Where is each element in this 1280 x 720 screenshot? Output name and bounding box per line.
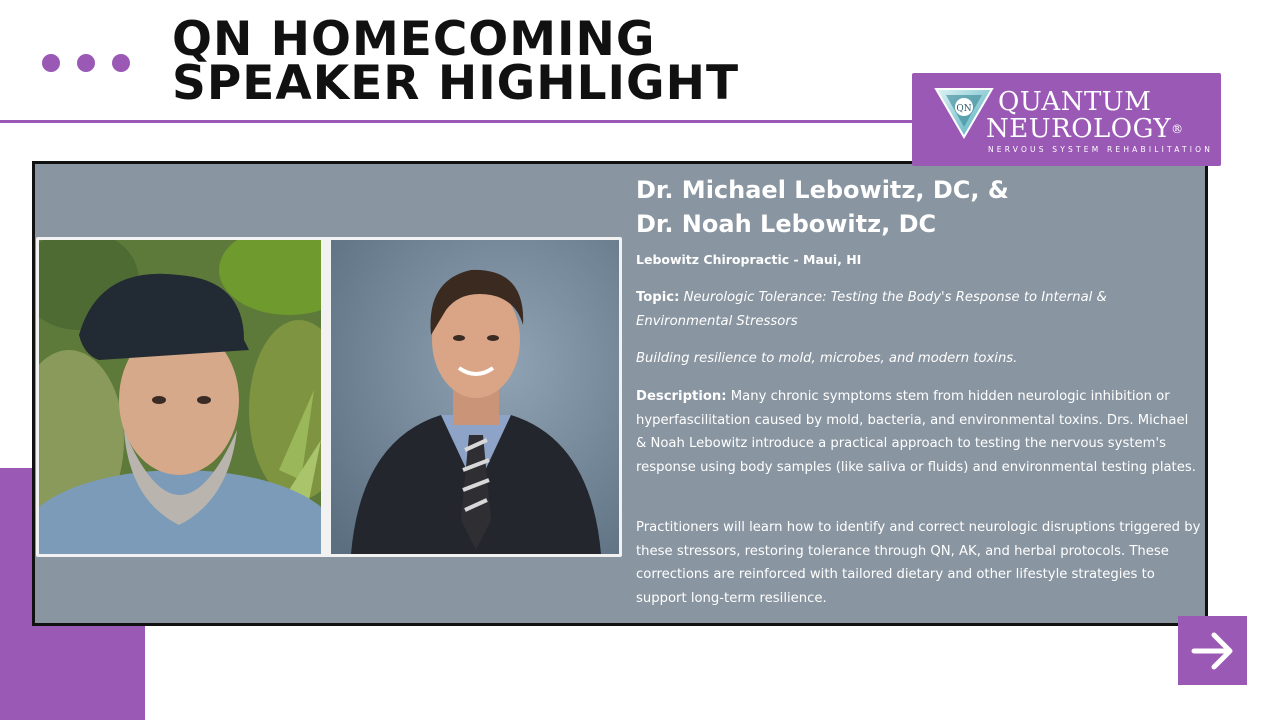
- talk-topic: [636, 286, 1201, 333]
- page-title: QN HOMECOMING SPEAKER HIGHLIGHT: [172, 12, 740, 111]
- description-label: Description:: [636, 389, 727, 404]
- quantum-neurology-logo: [912, 73, 1221, 166]
- description-text: Many chronic symptoms stem from hidden neurologic inhibition or hyperfascilitation caused by mold, bacteria, and environmental toxins. Drs. Michael & Noah Lebowitz introduce a practical approach to testing the nervous system's response using body samples (like saliva or fluids) and environmental testing plates.: [636, 389, 1196, 475]
- decorative-dots: [42, 54, 130, 72]
- title-divider: [0, 120, 915, 123]
- next-slide-button[interactable]: [1178, 616, 1247, 685]
- practitioner-outcomes: Practitioners will learn how to identify and correct neurologic disruptions triggered by these stressors, restoring tolerance through QN, AK, and herbal protocols. These corrections are reinforced with tailored dietary and other lifestyle strategies to support long-term resilience.: [636, 520, 1201, 606]
- speaker-affiliation: Lebowitz Chiropractic - Maui, HI: [636, 252, 862, 267]
- talk-description: [636, 385, 1201, 479]
- arrow-right-icon: [1190, 631, 1236, 671]
- topic-label: Topic:: [636, 290, 680, 305]
- svg-text:QN: QN: [956, 104, 972, 114]
- speaker-photos: [36, 237, 622, 557]
- qn-logo-icon: [934, 87, 994, 139]
- speaker-photo-noah: [331, 240, 619, 554]
- dot: [77, 54, 95, 72]
- topic-text: Neurologic Tolerance: Testing the Body's Response to Internal & Environmental Stressors: [636, 290, 1107, 329]
- talk-tagline: Building resilience to mold, microbes, and modern toxins.: [636, 351, 1018, 366]
- speaker-photo-michael: [39, 240, 321, 554]
- speaker-names: Dr. Michael Lebowitz, DC, & Dr. Noah Lebowitz, DC: [636, 176, 1009, 238]
- logo-wordmark-line1: QUANTUM: [998, 87, 1152, 117]
- dot: [42, 54, 60, 72]
- logo-wordmark-line2: NEUROLOGY®: [986, 114, 1184, 144]
- dot: [112, 54, 130, 72]
- logo-tagline: NERVOUS SYSTEM REHABILITATION: [988, 145, 1214, 154]
